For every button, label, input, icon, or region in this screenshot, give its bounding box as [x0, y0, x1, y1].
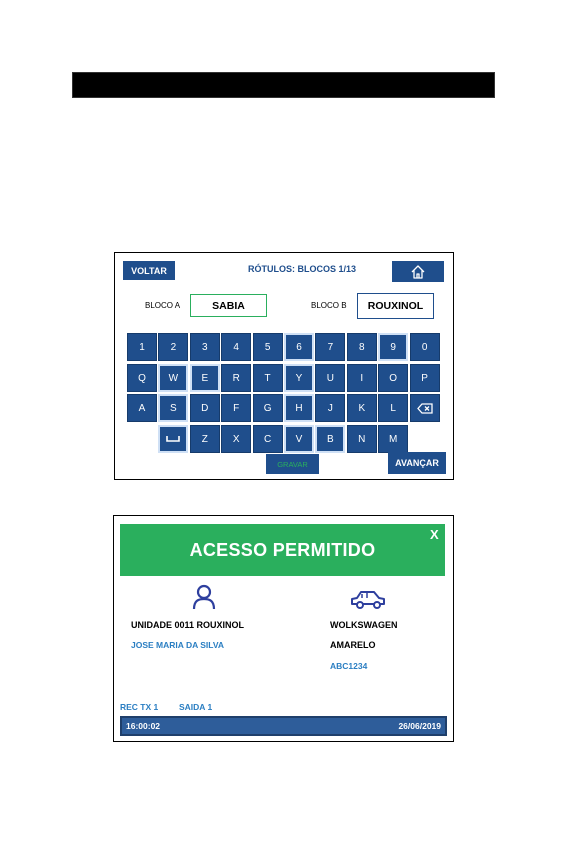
access-banner — [120, 524, 445, 576]
home-button[interactable] — [392, 261, 444, 282]
key-x[interactable]: X — [221, 425, 251, 453]
car-color: AMARELO — [330, 640, 376, 650]
car-icon — [350, 589, 386, 611]
backspace-key[interactable] — [410, 394, 440, 422]
unit-text: UNIDADE 0011 ROUXINOL — [131, 620, 245, 630]
key-y[interactable]: Y — [284, 364, 314, 392]
person-name: JOSE MARIA DA SILVA — [131, 640, 225, 650]
key-g[interactable]: G — [253, 394, 283, 422]
space-key[interactable] — [158, 425, 188, 453]
key-u[interactable]: U — [315, 364, 345, 392]
key-b[interactable]: B — [315, 425, 345, 453]
key-l[interactable]: L — [378, 394, 408, 422]
space-icon — [166, 435, 180, 443]
key-9[interactable]: 9 — [378, 333, 408, 361]
access-screen — [113, 515, 454, 742]
key-w[interactable]: W — [158, 364, 188, 392]
key-6[interactable]: 6 — [284, 333, 314, 361]
key-a[interactable]: A — [127, 394, 157, 422]
key-i[interactable]: I — [347, 364, 377, 392]
time-text: 16:00:02 — [126, 721, 161, 731]
key-p[interactable]: P — [410, 364, 440, 392]
back-button[interactable]: VOLTAR — [123, 261, 175, 280]
key-f[interactable]: F — [221, 394, 251, 422]
field-a-input[interactable]: SABIA — [190, 294, 267, 317]
home-icon — [410, 264, 426, 280]
close-button[interactable]: X — [430, 527, 439, 542]
status-bar — [120, 716, 447, 736]
key-1[interactable]: 1 — [127, 333, 157, 361]
field-b-input[interactable]: ROUXINOL — [357, 293, 434, 319]
next-button[interactable]: AVANÇAR — [388, 452, 446, 474]
key-3[interactable]: 3 — [190, 333, 220, 361]
key-t[interactable]: T — [253, 364, 283, 392]
page-title: RÓTULOS: BLOCOS 1/13 — [247, 264, 356, 274]
header-bar — [72, 72, 495, 98]
key-d[interactable]: D — [190, 394, 220, 422]
car-make: WOLKSWAGEN — [330, 620, 398, 630]
key-n[interactable]: N — [347, 425, 377, 453]
key-o[interactable]: O — [378, 364, 408, 392]
key-4[interactable]: 4 — [221, 333, 251, 361]
key-s[interactable]: S — [158, 394, 188, 422]
date-text: 26/06/2019 — [398, 721, 441, 731]
key-v[interactable]: V — [284, 425, 314, 453]
field-a-label: BLOCO A — [145, 301, 181, 310]
access-banner-text: ACESSO PERMITIDO — [189, 539, 376, 560]
key-r[interactable]: R — [221, 364, 251, 392]
key-e[interactable]: E — [190, 364, 220, 392]
exit-label: SAIDA 1 — [179, 702, 213, 712]
key-z[interactable]: Z — [190, 425, 220, 453]
key-5[interactable]: 5 — [253, 333, 283, 361]
key-h[interactable]: H — [284, 394, 314, 422]
field-b-label: BLOCO B — [311, 301, 347, 310]
rec-label: REC TX 1 — [120, 702, 159, 712]
key-j[interactable]: J — [315, 394, 345, 422]
labels-editor-screen — [114, 252, 454, 480]
key-8[interactable]: 8 — [347, 333, 377, 361]
key-q[interactable]: Q — [127, 364, 157, 392]
key-m[interactable]: M — [378, 425, 408, 453]
key-2[interactable]: 2 — [158, 333, 188, 361]
person-icon — [192, 584, 216, 610]
car-plate: ABC1234 — [330, 661, 368, 671]
key-c[interactable]: C — [253, 425, 283, 453]
save-button[interactable]: GRAVAR — [266, 454, 319, 474]
key-7[interactable]: 7 — [315, 333, 345, 361]
backspace-icon — [417, 403, 433, 414]
key-k[interactable]: K — [347, 394, 377, 422]
key-0[interactable]: 0 — [410, 333, 440, 361]
